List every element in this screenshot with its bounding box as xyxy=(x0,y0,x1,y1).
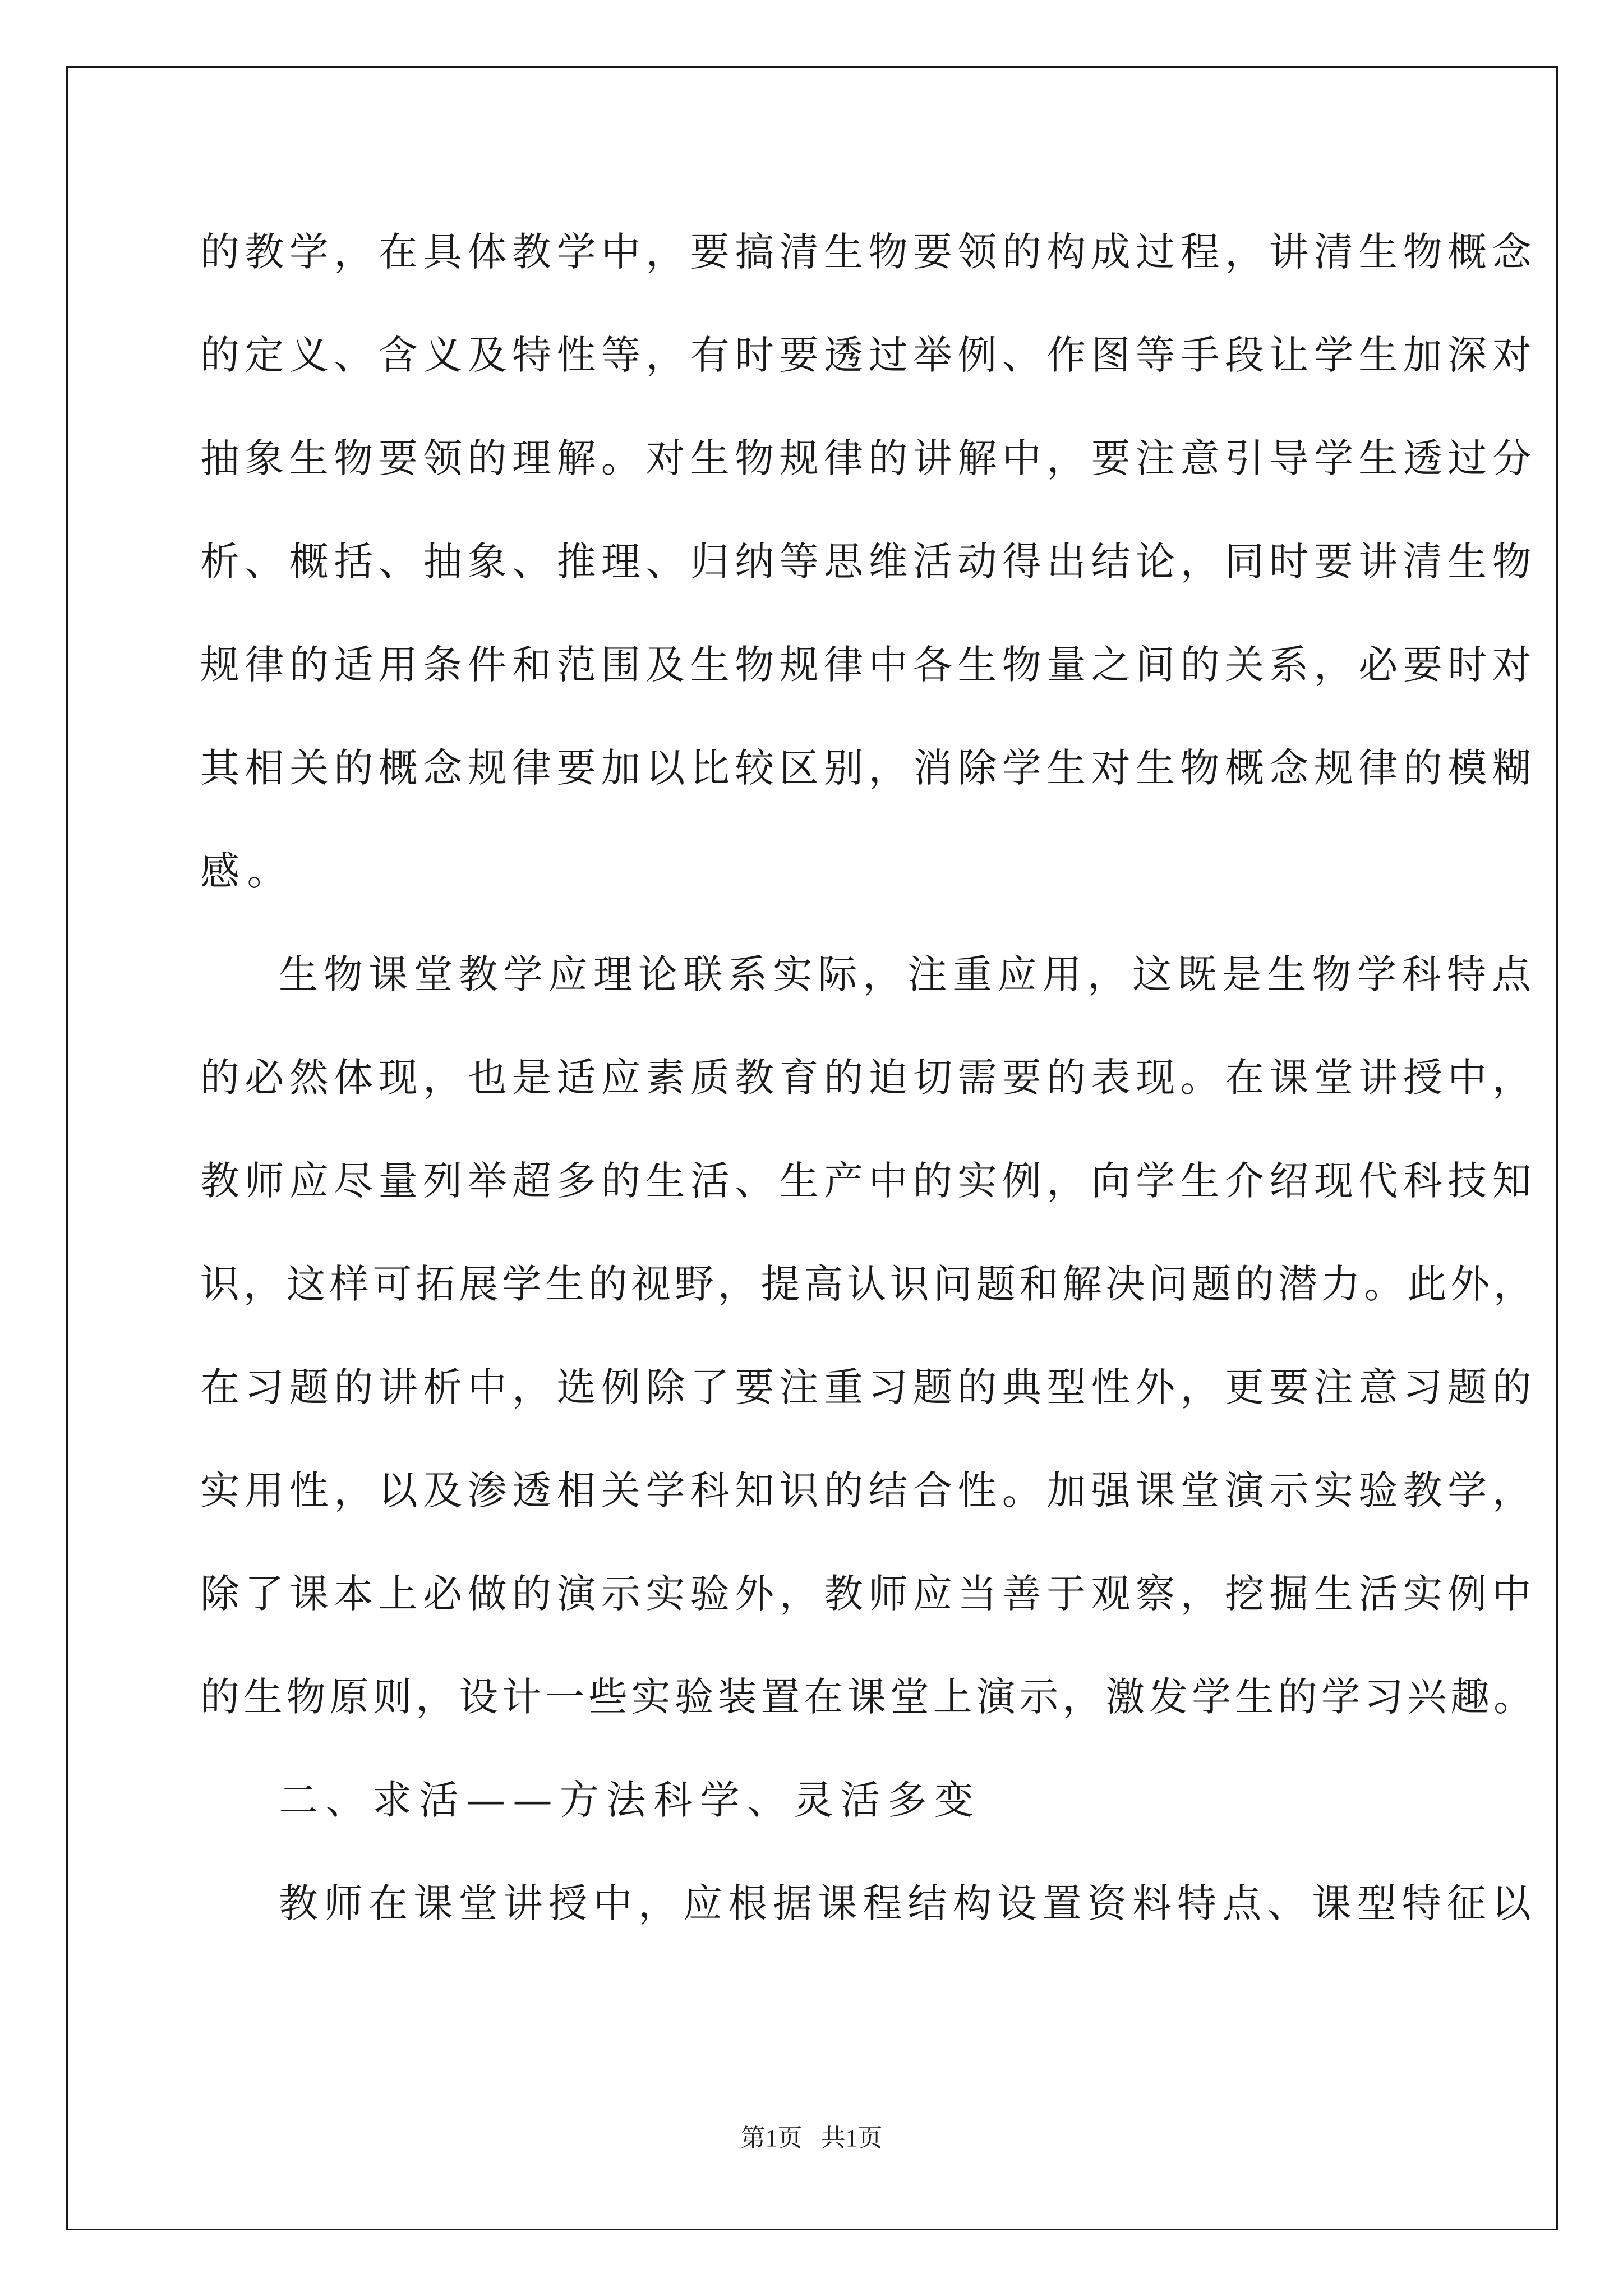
body-text-line: 识，这样可拓展学生的视野，提高认识问题和解决问题的潜力。此外， xyxy=(200,1261,1537,1307)
body-text-line: 抽象生物要领的理解。对生物规律的讲解中，要注意引导学生透过分 xyxy=(200,435,1537,481)
body-text-line: 实用性，以及渗透相关学科知识的结合性。加强课堂演示实验教学， xyxy=(200,1467,1537,1513)
body-text-line: 其相关的概念规律要加以比较区别，消除学生对生物概念规律的模糊 xyxy=(200,745,1537,791)
section-heading: 二、求活——方法科学、灵活多变 xyxy=(279,1777,981,1823)
body-text-line: 规律的适用条件和范围及生物规律中各生物量之间的关系，必要时对 xyxy=(200,642,1537,688)
body-text-line: 的必然体现，也是适应素质教育的迫切需要的表现。在课堂讲授中， xyxy=(200,1055,1537,1101)
body-text-line: 的教学，在具体教学中，要搞清生物要领的构成过程，讲清生物概念 xyxy=(200,229,1537,275)
body-text-line: 感。 xyxy=(200,848,294,894)
paragraph-first-line: 生物课堂教学应理论联系实际，注重应用，这既是生物学科特点 xyxy=(279,951,1537,997)
body-text-line: 的生物原则，设计一些实验装置在课堂上演示，激发学生的学习兴趣。 xyxy=(200,1674,1537,1720)
body-text-line: 除了课本上必做的演示实验外，教师应当善于观察，挖掘生活实例中 xyxy=(200,1571,1537,1617)
body-text-line: 的定义、含义及特性等，有时要透过举例、作图等手段让学生加深对 xyxy=(200,332,1537,378)
page-number-footer: 第1页 共1页 xyxy=(740,2124,883,2152)
body-text-line: 在习题的讲析中，选例除了要注重习题的典型性外，更要注意习题的 xyxy=(200,1364,1537,1410)
body-text-line: 析、概括、抽象、推理、归纳等思维活动得出结论，同时要讲清生物 xyxy=(200,539,1537,585)
paragraph-first-line: 教师在课堂讲授中，应根据课程结构设置资料特点、课型特征以 xyxy=(279,1880,1537,1926)
body-text-line: 教师应尽量列举超多的生活、生产中的实例，向学生介绍现代科技知 xyxy=(200,1158,1537,1204)
